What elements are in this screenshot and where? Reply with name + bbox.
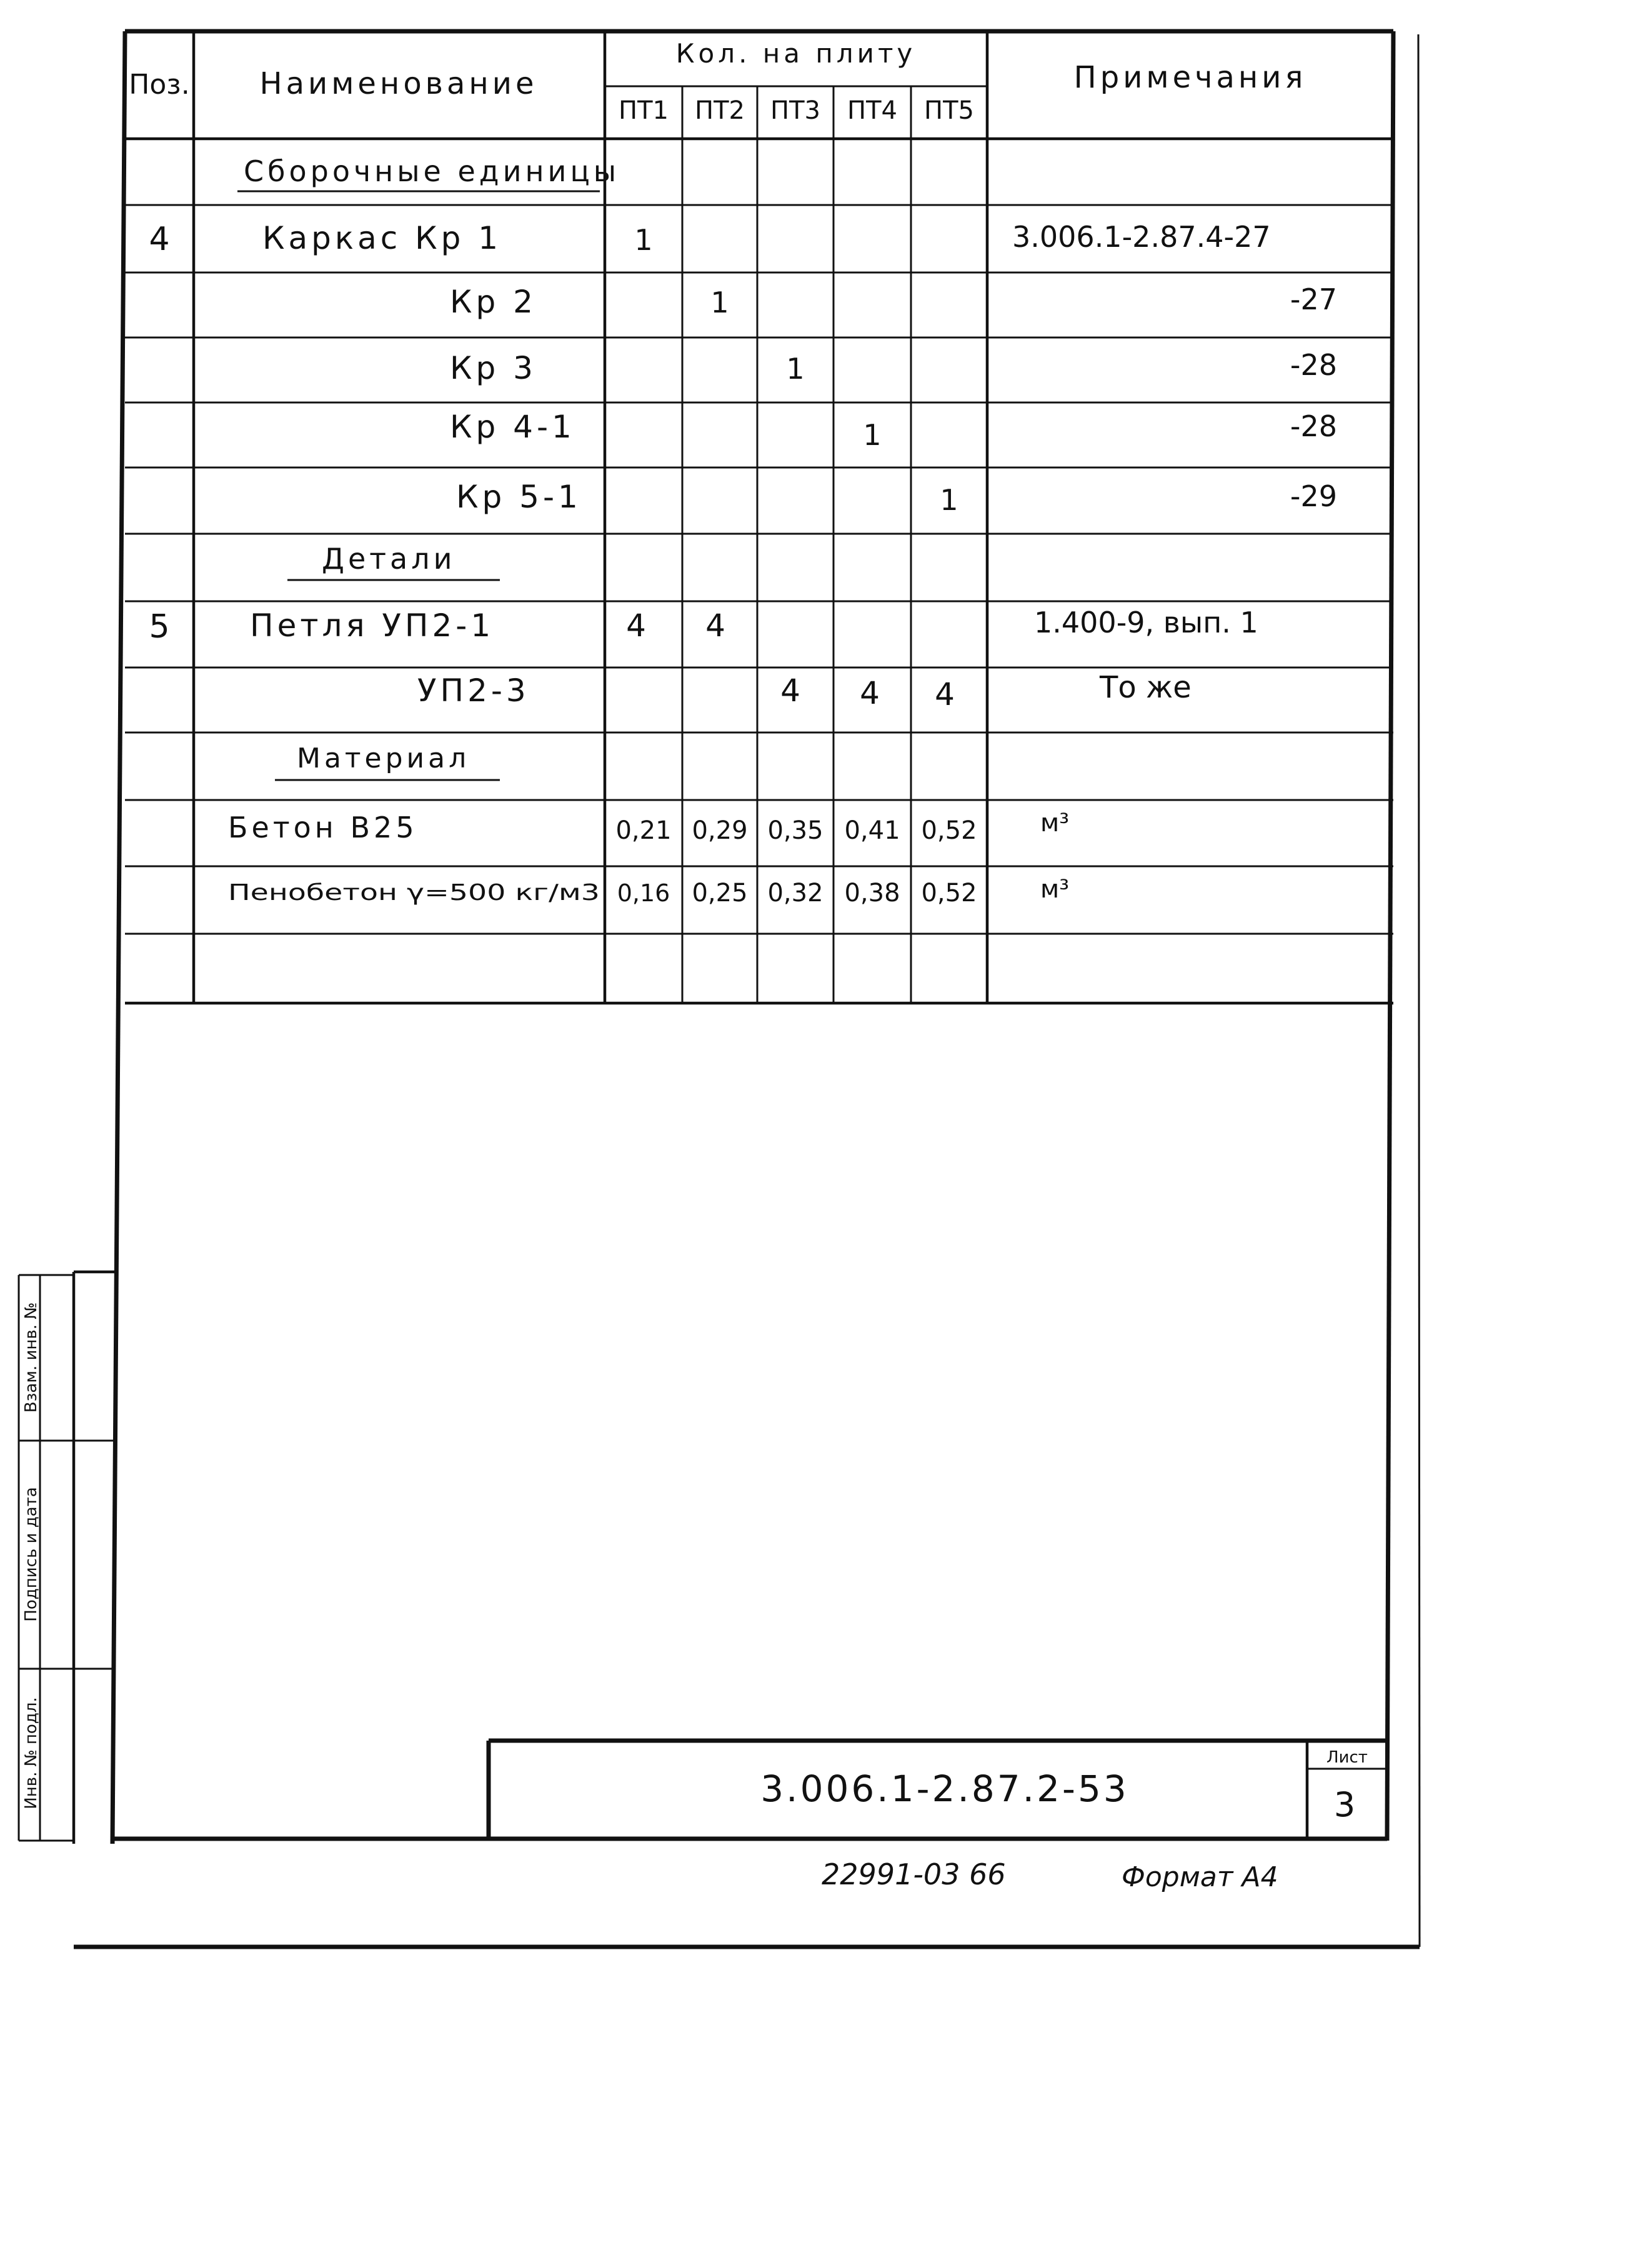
row-qty: 4 [626,608,646,644]
row-qty: 1 [863,418,882,452]
title-block [489,1741,1388,1839]
doc-code: 3.006.1-2.87.2-53 [760,1768,1129,1810]
row-qty: 0,38 [844,879,900,908]
row-note: -28 [1290,348,1337,382]
row-qty: 0,52 [921,816,977,845]
row-name: Бетон В25 [228,811,418,844]
row-pos: 5 [149,608,170,646]
table-row [287,542,500,580]
row-qty: 1 [634,223,653,257]
row-qty: 4 [935,676,955,712]
stamp-replaced-inv: Взам. инв. № [22,1302,41,1413]
stamp-signature-date: Подпись и дата [22,1487,41,1622]
row-note: 3.006.1-2.87.4-27 [1012,220,1271,254]
sheet-number: 3 [1333,1785,1356,1824]
sheet-frame [74,31,1420,1947]
row-qty: 4 [780,672,800,709]
row-qty: 4 [860,675,880,711]
header-name: Наименование [259,66,538,101]
row-qty: 1 [786,352,805,386]
table-row [149,220,1270,258]
format-label: Формат А4 [1122,1861,1278,1893]
row-qty: 0,25 [692,879,748,908]
table-row [149,606,1258,646]
row-qty: 0,16 [617,879,670,907]
section-title: Сборочные единицы [244,154,620,188]
header-plate-pt5: ПТ5 [924,96,974,125]
row-qty: 0,52 [921,879,977,908]
stamp-inv-orig: Инв. № подл. [22,1697,41,1809]
row-qty: 0,29 [692,816,748,845]
sheet-label: Лист [1326,1748,1368,1767]
row-note: -28 [1290,409,1337,443]
row-name: Петля УП2-1 [250,608,495,644]
row-name: Каркас Кр 1 [262,220,502,256]
row-note: 1.400-9, вып. 1 [1034,606,1258,639]
table-row [228,875,1069,908]
row-qty: 1 [710,286,729,319]
row-name: Кр 3 [450,350,537,386]
row-qty: 0,41 [844,816,900,845]
section-title: Материал [297,742,470,774]
row-note: м³ [1040,809,1070,838]
archive-number: 22991-03 66 [822,1858,1006,1891]
row-name: Кр 2 [450,284,537,320]
table-row [237,154,620,191]
header-plate-pt2: ПТ2 [695,96,745,125]
row-pos: 4 [149,221,170,258]
table-row [450,409,1337,452]
row-qty: 0,21 [615,816,672,845]
table-row [417,670,1192,712]
row-note: -27 [1290,282,1337,316]
row-name: УП2-3 [417,672,530,709]
header-plate-pt4: ПТ4 [847,96,897,125]
row-qty: 0,35 [767,816,824,845]
row-name: Кр 4-1 [450,409,575,445]
header-notes: Примечания [1073,60,1307,95]
row-name: Кр 5-1 [456,479,582,515]
row-qty: 1 [940,483,958,517]
table-row [228,809,1069,845]
row-note: То же [1100,670,1192,705]
row-qty: 0,32 [767,879,824,908]
header-plate-pt1: ПТ1 [619,96,669,125]
header-plate-pt3: ПТ3 [770,96,820,125]
side-stamp [19,1272,116,1844]
row-qty: 4 [705,608,725,644]
table-row [456,479,1337,517]
table-row [450,348,1337,386]
table-row [275,742,500,780]
row-note: -29 [1290,479,1337,513]
row-name: Пенобетон γ=500 кг/м3 [228,880,600,906]
header-pos: Поз. [129,69,190,101]
table-row [450,282,1337,320]
section-title: Детали [322,542,456,576]
header-qty-group: Кол. на плиту [675,38,917,69]
row-note: м³ [1040,875,1070,904]
